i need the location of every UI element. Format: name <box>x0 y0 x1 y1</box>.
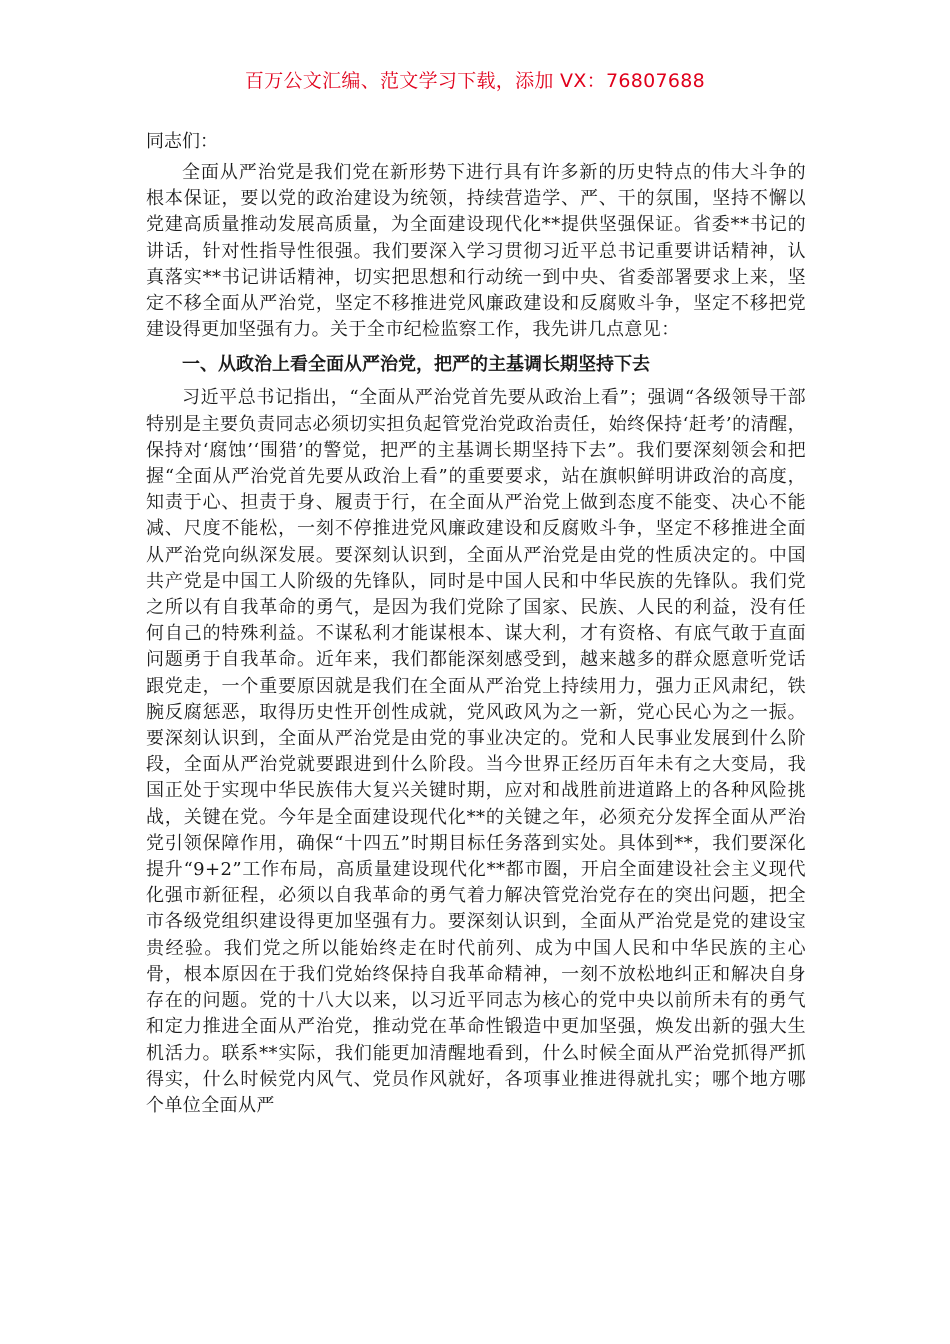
header-banner: 百万公文汇编、范文学习下载，添加 VX：76807688 <box>244 70 706 92</box>
paragraph-section-1: 习近平总书记指出，“全面从严治党首先要从政治上看”；强调“各级领导干部特别是主要负责同志必须切实担负起管党治党政治责任，始终保持‘赶考’的清醒，保持对‘腐蚀’‘围猎’的警觉，把严的主基调长期坚持下去”。我们要深刻领会和把握“全面从严治党首先要从政治上看”的重要要求，站在旗帜鲜明讲政治的高度，知责于心、担责于身、履责于行，在全面从严治党上做到态度不能变、决心不能减、尺度不能松，一刻不停推进党风廉政建设和反腐败斗争，坚定不移推进全面从严治党向纵深发展。要深刻认识到，全面从严治党是由党的性质决定的。中国共产党是中国工人阶级的先锋队，同时是中国人民和中华民族的先锋队。我们党之所以有自我革命的勇气，是因为我们党除了国家、民族、人民的利益，没有任何自己的特殊利益。不谋私利才能谋根本、谋大利，才有资格、有底气敢于直面问题勇于自我革命。近年来，我们都能深刻感受到，越来越多的群众愿意听党话跟党走，一个重要原因就是我们在全面从严治党上持续用力，强力正风肃纪，铁腕反腐惩恶，取得历史性开创性成就，党风政风为之一新，党心民心为之一振。要深刻认识到，全面从严治党是由党的事业决定的。党和人民事业发展到什么阶段，全面从严治党就要跟进到什么阶段。当今世界正经历百年未有之大变局，我国正处于实现中华民族伟大复兴关键时期，应对和战胜前进道路上的各种风险挑战，关键在党。今年是全面建设现代化**的关键之年，必须充分发挥全面从严治党引领保障作用，确保“十四五”时期目标任务落到实处。具体到**，我们要深化提升“9+2”工作布局，高质量建设现代化**都市圈，开启全面建设社会主义现代化强市新征程，必须以自我革命的勇气着力解决管党治党存在的突出问题，把全市各级党组织建设得更加坚强有力。要深刻认识到，全面从严治党是党的建设宝贵经验。我们党之所以能始终走在时代前列、成为中国人民和中华民族的主心骨，根本原因在于我们党始终保持自我革命精神，一刻不放松地纠正和解决自身存在的问题。党的十八大以来，以习近平同志为核心的党中央以前所未有的勇气和定力推进全面从严治党，推动党在革命性锻造中更加坚强，焕发出新的强大生机活力。联系**实际，我们能更加清醒地看到，什么时候全面从严治党抓得严抓得实，什么时候党内风气、党员作风就好，各项事业推进得就扎实；哪个地方哪个单位全面从严 <box>146 387 806 1116</box>
paragraph-intro: 全面从严治党是我们党在新形势下进行具有许多新的历史特点的伟大斗争的根本保证，要以党的政治建设为统领，持续营造学、严、干的氛围，坚持不懈以党建高质量推动发展高质量，为全面建设现代化**提供坚强保证。省委**书记的讲话，针对性指导性很强。我们要深入学习贯彻习近平总书记重要讲话精神，认真落实**书记讲话精神，切实把思想和行动统一到中央、省委部署要求上来，坚定不移全面从严治党，坚定不移推进党风廉政建设和反腐败斗争，坚定不移把党建设得更加坚强有力。关于全市纪检监察工作，我先讲几点意见： <box>146 162 806 341</box>
document-body <box>146 128 806 1119</box>
section-heading-1: 一、从政治上看全面从严治党，把严的主基调长期坚持下去 <box>182 354 650 376</box>
salutation: 同志们： <box>146 131 218 152</box>
